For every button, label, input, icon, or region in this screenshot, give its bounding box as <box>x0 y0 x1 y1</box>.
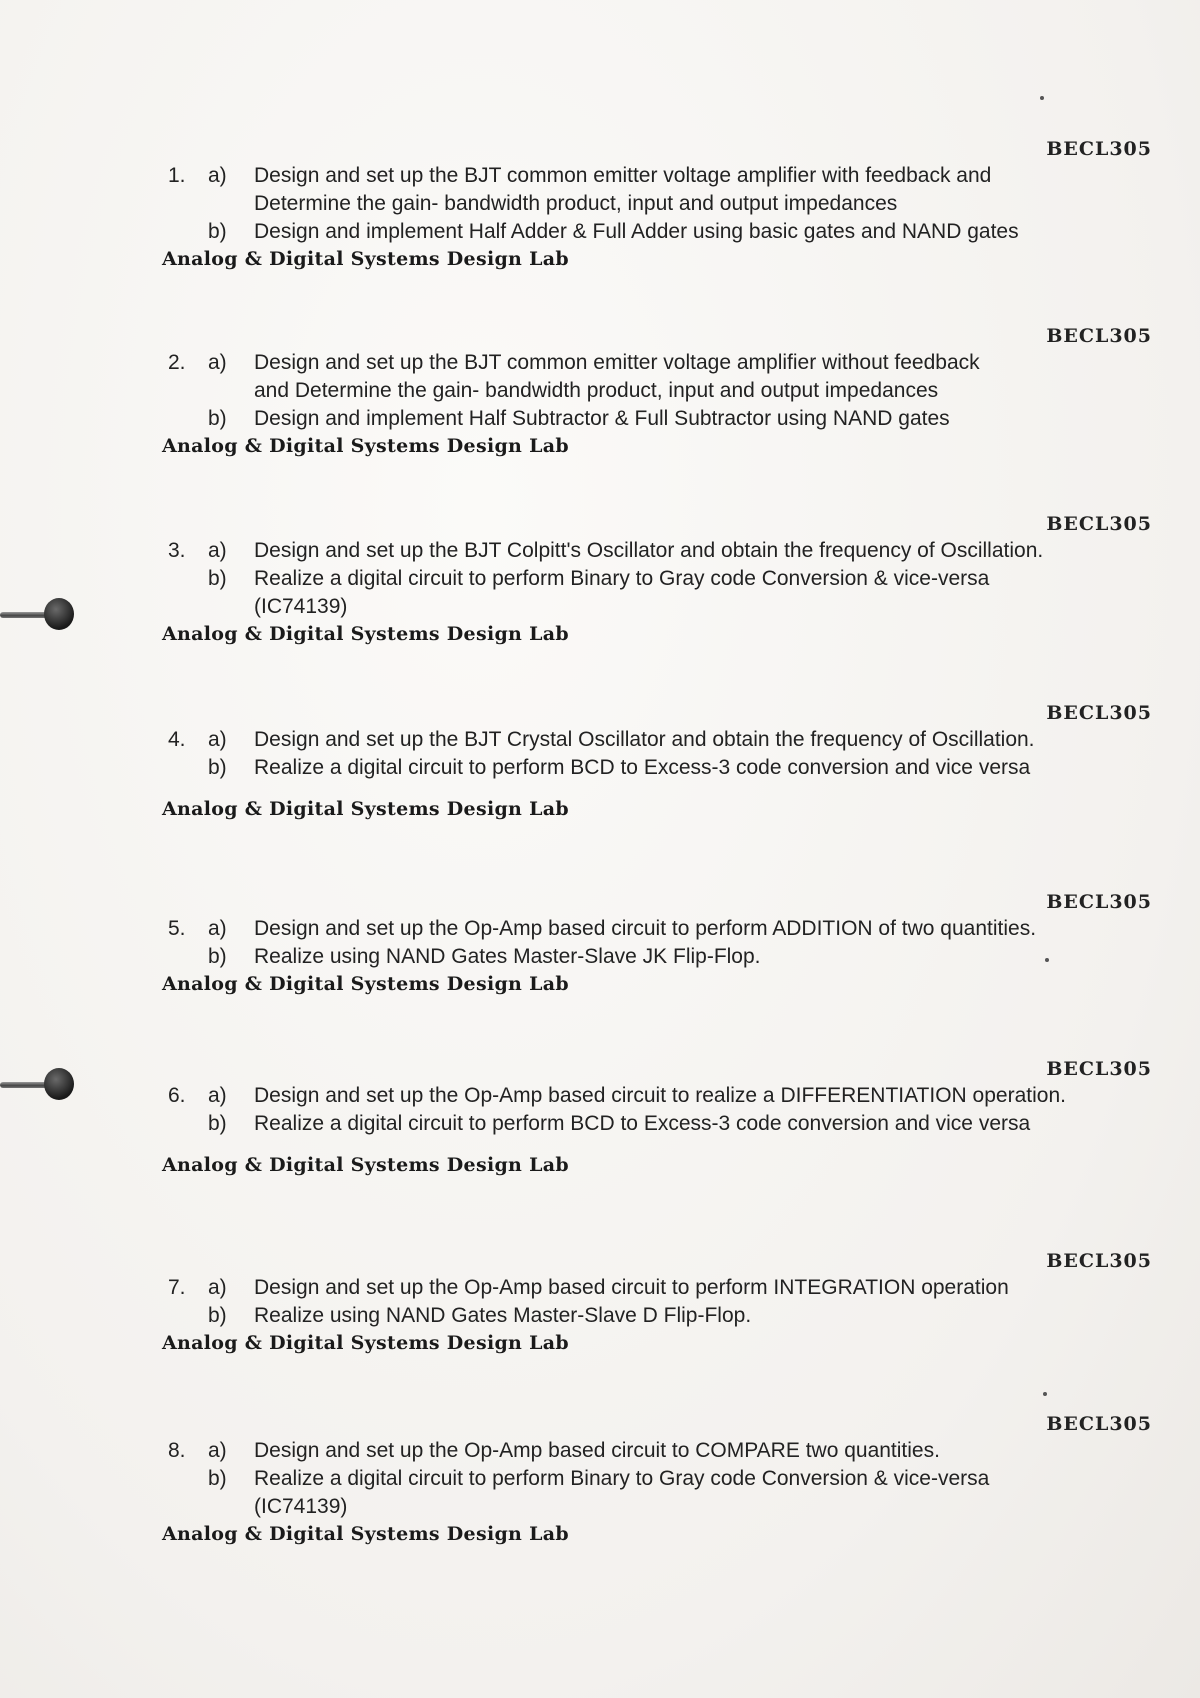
part-a-text: Design and set up the BJT common emitter voltage amplifier with feedback and <box>254 164 992 187</box>
part-marker-b: b) <box>208 756 227 779</box>
experiment-number: 1. <box>168 164 186 187</box>
part-a-text: Determine the gain- bandwidth product, input and output impedances <box>254 192 898 215</box>
part-a-text: Design and set up the BJT Colpitt's Oscillator and obtain the frequency of Oscillation. <box>254 539 1044 562</box>
course-code: BECL305 <box>1046 325 1152 347</box>
lab-name: Analog & Digital Systems Design Lab <box>162 623 569 645</box>
binder-ring-bottom <box>0 1068 75 1102</box>
part-marker-b: b) <box>208 567 227 590</box>
course-code: BECL305 <box>1046 1413 1152 1435</box>
experiment-number: 6. <box>168 1084 186 1107</box>
part-marker-a: a) <box>208 351 227 374</box>
course-code: BECL305 <box>1046 891 1152 913</box>
part-b-text: Design and implement Half Subtractor & Full Subtractor using NAND gates <box>254 407 950 430</box>
part-a-text: Design and set up the Op-Amp based circuit to realize a DIFFERENTIATION operation. <box>254 1084 1066 1107</box>
part-a-text: and Determine the gain- bandwidth product, input and output impedances <box>254 379 939 402</box>
part-marker-b: b) <box>208 1304 227 1327</box>
experiment-number: 3. <box>168 539 186 562</box>
lab-name: Analog & Digital Systems Design Lab <box>162 973 569 995</box>
part-marker-b: b) <box>208 945 227 968</box>
lab-name: Analog & Digital Systems Design Lab <box>162 1523 569 1545</box>
experiment-number: 5. <box>168 917 186 940</box>
binder-ring-top <box>0 598 75 632</box>
lab-name: Analog & Digital Systems Design Lab <box>162 1332 569 1354</box>
part-marker-a: a) <box>208 1276 227 1299</box>
lab-name: Analog & Digital Systems Design Lab <box>162 798 569 820</box>
experiment-number: 4. <box>168 728 186 751</box>
part-marker-a: a) <box>208 164 227 187</box>
course-code: BECL305 <box>1046 1058 1152 1080</box>
part-marker-b: b) <box>208 407 227 430</box>
course-code: BECL305 <box>1046 702 1152 724</box>
part-marker-b: b) <box>208 220 227 243</box>
part-b-text: Design and implement Half Adder & Full Adder using basic gates and NAND gates <box>254 220 1019 243</box>
part-b-text: Realize a digital circuit to perform BCD to Excess-3 code conversion and vice versa <box>254 1112 1031 1135</box>
part-b-text: Realize using NAND Gates Master-Slave D Flip-Flop. <box>254 1304 752 1327</box>
experiment-number: 7. <box>168 1276 186 1299</box>
course-code: BECL305 <box>1046 1250 1152 1272</box>
course-code: BECL305 <box>1046 513 1152 535</box>
part-b-text: Realize using NAND Gates Master-Slave JK Flip-Flop. <box>254 945 761 968</box>
part-a-text: Design and set up the BJT common emitter voltage amplifier without feedback <box>254 351 980 374</box>
lab-name: Analog & Digital Systems Design Lab <box>162 248 569 270</box>
part-a-text: Design and set up the BJT Crystal Oscillator and obtain the frequency of Oscillation. <box>254 728 1035 751</box>
part-marker-a: a) <box>208 539 227 562</box>
part-b-text: Realize a digital circuit to perform Binary to Gray code Conversion & vice-versa <box>254 1467 990 1490</box>
part-marker-a: a) <box>208 1084 227 1107</box>
part-a-text: Design and set up the Op-Amp based circuit to perform INTEGRATION operation <box>254 1276 1009 1299</box>
part-b-text: (IC74139) <box>254 595 348 618</box>
part-marker-a: a) <box>208 1439 227 1462</box>
part-b-text: (IC74139) <box>254 1495 348 1518</box>
lab-name: Analog & Digital Systems Design Lab <box>162 1154 569 1176</box>
part-marker-a: a) <box>208 917 227 940</box>
part-a-text: Design and set up the Op-Amp based circuit to COMPARE two quantities. <box>254 1439 940 1462</box>
part-marker-b: b) <box>208 1467 227 1490</box>
experiment-number: 8. <box>168 1439 186 1462</box>
part-marker-b: b) <box>208 1112 227 1135</box>
lab-name: Analog & Digital Systems Design Lab <box>162 435 569 457</box>
experiment-number: 2. <box>168 351 186 374</box>
part-b-text: Realize a digital circuit to perform BCD to Excess-3 code conversion and vice versa <box>254 756 1031 779</box>
course-code: BECL305 <box>1046 138 1152 160</box>
part-b-text: Realize a digital circuit to perform Binary to Gray code Conversion & vice-versa <box>254 567 990 590</box>
part-marker-a: a) <box>208 728 227 751</box>
part-a-text: Design and set up the Op-Amp based circuit to perform ADDITION of two quantities. <box>254 917 1037 940</box>
